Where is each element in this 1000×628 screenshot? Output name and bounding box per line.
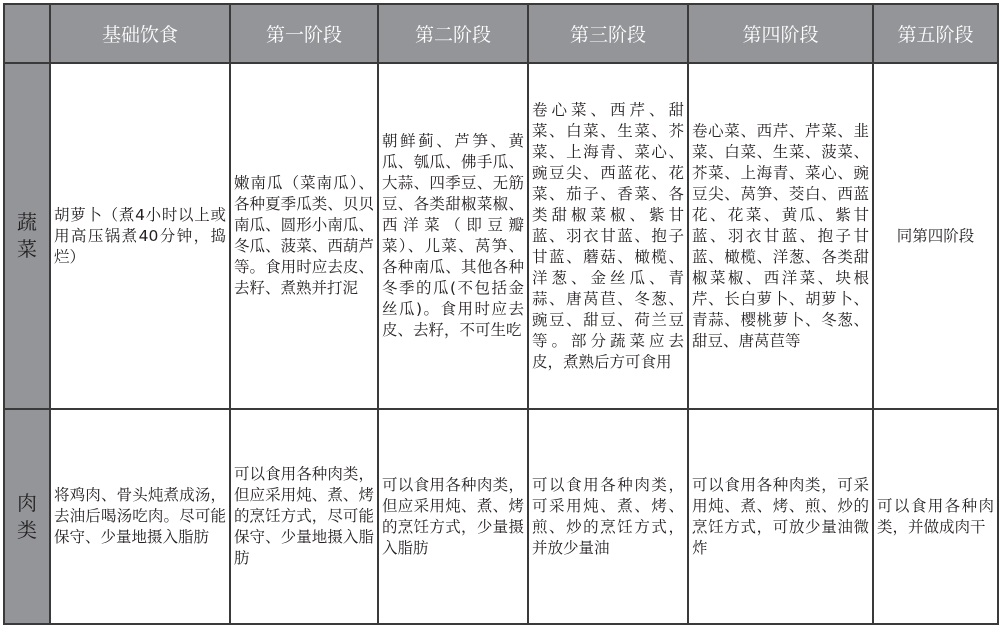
meat-stage-4: 可以食用各种肉类，可采用炖、煮、烤、煎、炒的烹饪方式，可放少量油微炸	[688, 409, 873, 624]
meat-stage-2: 可以食用各种肉类，但应采用炖、煮、烤的烹饪方式，少量摄入脂肪	[378, 409, 528, 624]
meat-row	[4, 409, 998, 624]
header-stage-3: 第三阶段	[528, 4, 688, 63]
row-label-meat-text: 肉类	[17, 490, 37, 542]
diet-stage-table	[3, 3, 999, 625]
vegetables-stage-1: 嫩南瓜（菜南瓜）、各种夏季瓜类、贝贝南瓜、圆形小南瓜、冬瓜、菠菜、西葫芦等。食用时应去皮、去籽、煮熟并打泥	[230, 63, 378, 409]
meat-stage-1: 可以食用各种肉类，但应采用炖、煮、烤的烹饪方式，尽可能保守、少量地摄入脂肪	[230, 409, 378, 624]
vegetables-stage-4: 卷心菜、西芹、芹菜、韭菜、白菜、生菜、菠菜、芥菜、上海青、菜心、豌豆尖、莴笋、茭白、西蓝花、花菜、黄瓜、紫甘蓝、羽衣甘蓝、抱子甘蓝、橄榄、洋葱、各类甜椒菜椒、西洋菜、块根芹、长白萝卜、胡萝卜、青蒜、樱桃萝卜、冬葱、甜豆、唐莴苣等	[688, 63, 873, 409]
vegetables-stage-2: 朝鲜蓟、芦笋、黄瓜、瓠瓜、佛手瓜、大蒜、四季豆、无筋豆、各类甜椒菜椒、西洋菜（即豆瓣菜）、儿菜、莴笋、各种南瓜、其他各种冬季的瓜(不包括金丝瓜)。食用时应去皮、去籽，不可生吃	[378, 63, 528, 409]
header-basic-diet: 基础饮食	[50, 4, 230, 63]
header-stage-4: 第四阶段	[688, 4, 873, 63]
header-row	[4, 4, 998, 63]
meat-stage-3: 可以食用各种肉类，可采用炖、煮、烤、煎、炒的烹饪方式，并放少量油	[528, 409, 688, 624]
row-label-vegetables-text: 蔬菜	[17, 210, 37, 261]
header-stage-1: 第一阶段	[230, 4, 378, 63]
row-label-vegetables	[4, 63, 50, 409]
meat-basic-diet: 将鸡肉、骨头炖煮成汤，去油后喝汤吃肉。尽可能保守、少量地摄入脂肪	[50, 409, 230, 624]
vegetables-stage-5: 同第四阶段	[873, 63, 998, 409]
meat-stage-5: 可以食用各种肉类，并做成肉干	[873, 409, 998, 624]
vegetables-stage-3: 卷心菜、西芹、甜菜、白菜、生菜、芥菜、上海青、菜心、豌豆尖、西蓝花、花菜、茄子、香菜、各类甜椒菜椒、紫甘蓝、羽衣甘蓝、抱子甘蓝、蘑菇、橄榄、洋葱、金丝瓜、青蒜、唐莴苣、冬葱、豌豆、甜豆、荷兰豆等。部分蔬菜应去皮，煮熟后方可食用	[528, 63, 688, 409]
header-stage-5: 第五阶段	[873, 4, 998, 63]
corner-cell	[4, 4, 50, 63]
row-label-meat	[4, 409, 50, 624]
vegetable-row	[4, 63, 998, 409]
header-stage-2: 第二阶段	[378, 4, 528, 63]
vegetables-basic-diet: 胡萝卜（煮4小时以上或用高压锅煮40分钟，捣烂）	[50, 63, 230, 409]
